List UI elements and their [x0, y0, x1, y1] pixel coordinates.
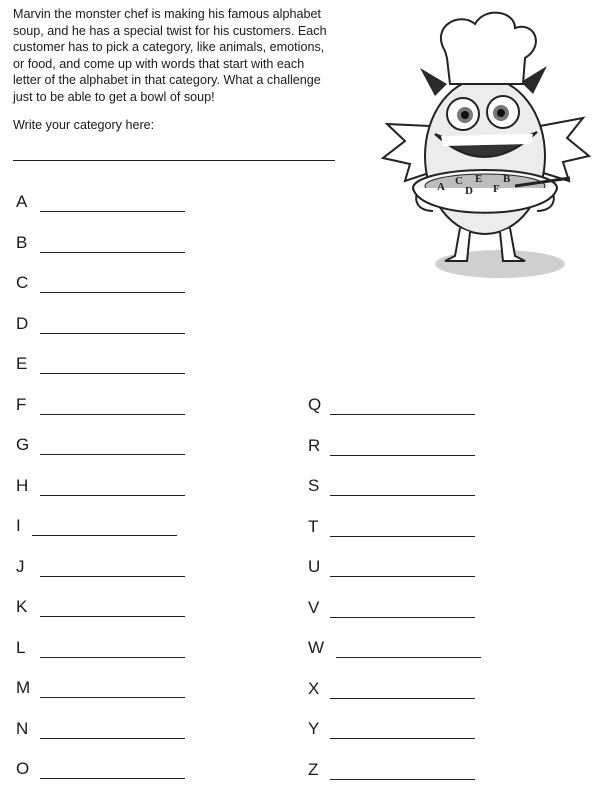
letter-label: Z [308, 759, 319, 779]
letter-label: E [16, 354, 28, 373]
answer-line[interactable] [330, 455, 475, 456]
letter-row [16, 636, 196, 658]
letter-row [16, 433, 196, 455]
letter-label: M [16, 678, 31, 697]
letter-row [308, 555, 488, 577]
letter-row [16, 231, 196, 253]
intro-line: customer has to pick a category, like animals, emotions, [13, 40, 325, 54]
soup-letter: C [455, 175, 463, 187]
answer-line[interactable] [40, 454, 185, 455]
letter-row [308, 717, 488, 739]
letter-row [16, 757, 196, 779]
answer-line[interactable] [336, 657, 481, 658]
answer-line[interactable] [40, 292, 185, 293]
letter-label: V [308, 597, 320, 617]
letter-label: L [16, 637, 26, 657]
letter-row [16, 393, 196, 415]
answer-line[interactable] [40, 373, 185, 374]
soup-letter: A [437, 181, 445, 193]
letter-row [308, 758, 488, 780]
answer-line[interactable] [40, 738, 185, 739]
letter-row [308, 515, 488, 537]
letter-label: O [16, 759, 30, 778]
intro-line: Marvin the monster chef is making his famous alphabet [13, 7, 321, 21]
answer-line[interactable] [330, 617, 475, 618]
letter-row [16, 271, 196, 293]
category-prompt: Write your category here: [13, 118, 155, 132]
letter-row [16, 190, 196, 212]
answer-line[interactable] [40, 657, 185, 658]
letter-row [308, 677, 488, 699]
letter-row [308, 636, 488, 658]
answer-line[interactable] [330, 779, 475, 780]
letter-row [16, 312, 196, 334]
answer-line[interactable] [40, 495, 185, 496]
letter-row [16, 676, 196, 698]
answer-line[interactable] [40, 414, 185, 415]
letter-row [16, 595, 196, 617]
letter-label: X [308, 678, 320, 698]
answer-line[interactable] [330, 495, 475, 496]
letter-label: A [16, 192, 28, 211]
answer-line[interactable] [330, 698, 475, 699]
answer-line[interactable] [330, 536, 475, 537]
letter-label: U [308, 557, 321, 576]
answer-line[interactable] [330, 738, 475, 739]
answer-line[interactable] [40, 333, 185, 334]
letter-label: Q [308, 395, 322, 414]
letter-label: G [16, 435, 30, 454]
answer-line[interactable] [40, 252, 185, 253]
letter-label: N [16, 718, 29, 738]
letter-row [308, 434, 488, 456]
letter-label: J [16, 556, 25, 576]
letter-row [308, 393, 488, 415]
letter-label: S [308, 476, 320, 495]
answer-line[interactable] [40, 778, 185, 779]
intro-line: letter of the alphabet in that category. What a challenge [13, 73, 321, 87]
soup-letter: E [475, 173, 483, 185]
letter-row [308, 474, 488, 496]
monster-chef-icon [375, 6, 595, 286]
letter-label: C [16, 273, 29, 292]
soup-letter: D [465, 185, 473, 197]
letter-label: F [16, 394, 27, 414]
answer-line[interactable] [40, 616, 185, 617]
letter-label: K [16, 597, 28, 616]
letter-row [16, 717, 196, 739]
answer-line[interactable] [40, 211, 185, 212]
letter-label: I [16, 516, 21, 535]
category-input-line[interactable] [13, 160, 335, 161]
intro-line: just to be able to get a bowl of soup! [13, 89, 215, 104]
letter-label: R [308, 435, 321, 455]
answer-line[interactable] [32, 535, 177, 536]
letter-label: Y [308, 719, 320, 738]
letter-label: H [16, 475, 29, 495]
soup-letter: B [503, 173, 511, 185]
answer-line[interactable] [40, 697, 185, 698]
letter-label: W [308, 638, 325, 657]
soup-letter: F [493, 183, 500, 195]
intro-paragraph [13, 6, 348, 105]
intro-line: soup, and he has a special twist for his customers. Each [13, 23, 327, 38]
letter-label: D [16, 313, 29, 333]
letter-row [16, 555, 196, 577]
answer-line[interactable] [330, 414, 475, 415]
letter-row [16, 474, 196, 496]
intro-line: or food, and come up with words that start with each [13, 56, 305, 71]
letter-row [16, 352, 196, 374]
letter-label: T [308, 516, 319, 536]
letter-row [16, 514, 196, 536]
letter-label: B [16, 232, 28, 252]
letter-row [308, 596, 488, 618]
answer-line[interactable] [330, 576, 475, 577]
answer-line[interactable] [40, 576, 185, 577]
